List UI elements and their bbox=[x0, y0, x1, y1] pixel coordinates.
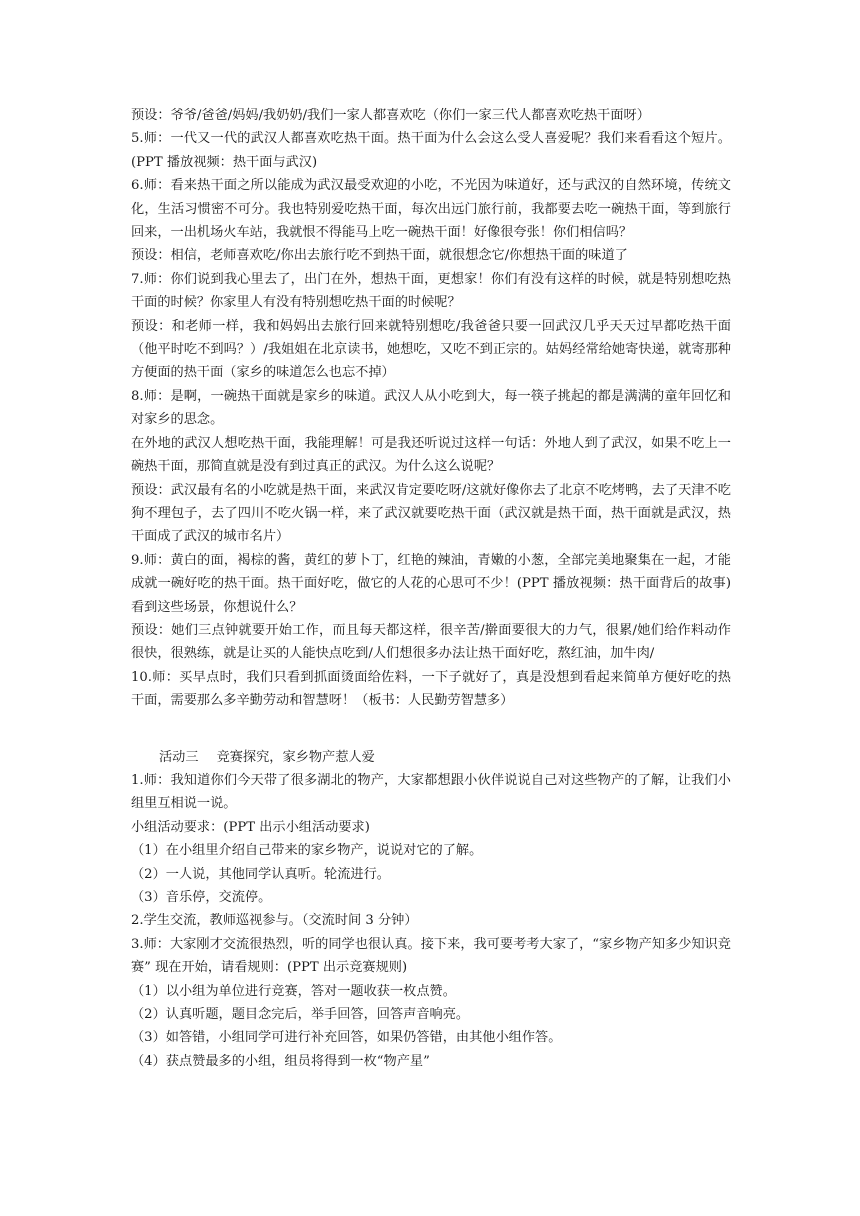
paragraph-preset-2: 预设：相信，老师喜欢吃/你出去旅行吃不到热干面，就很想念它/你想热干面的味道了 bbox=[131, 248, 628, 264]
paragraph-preset-5: 预设：她们三点钟就要开始工作，而且每天都这样，很辛苦/擀面要很大的力气，很累/她们给作料动作很快，很熟练，就是让买的人能快点吃到/人们想很多办法让热干面好吃，熬红油，加牛肉/ bbox=[131, 622, 731, 662]
paragraph-activity-3: 3.师：大家刚才交流很热烈，听的同学也很认真。接下来，我可要考考大家了，“家乡物产知多少知识竞赛” 现在开始，请看规则：(PPT 出示竞赛规则) bbox=[131, 936, 731, 976]
list-item-rule-2: （2）认真听题，题目念完后，举手回答，回答声音响亮。 bbox=[131, 1007, 470, 1023]
paragraph-teacher-9: 9.师：黄白的面，褐棕的酱，黄红的萝卜丁，红艳的辣油，青嫩的小葱，全部完美地聚集在一起，才能成就一碗好吃的热干面。热干面好吃，做它的人花的心思可不少！(PPT 播放视频：热干面背后的故事)看到这些场景，你想说什么？ bbox=[131, 552, 731, 615]
paragraph-activity-2: 2.学生交流，教师巡视参与。（交流时间 3 分钟） bbox=[131, 913, 418, 929]
document-page bbox=[131, 104, 731, 1073]
list-item-requirement-3: （3）音乐停，交流停。 bbox=[131, 890, 272, 905]
list-item-rule-1: （1）以小组为单位进行竞赛，答对一题收获一枚点赞。 bbox=[131, 983, 456, 999]
paragraph-teacher-10: 10.师：买早点时，我们只看到抓面烫面给佐料，一下子就好了，真是没想到看起来简单方便好吃的热干面，需要那么多辛勤劳动和智慧呀！（板书：人民勤劳智慧多） bbox=[131, 669, 731, 709]
section-gap bbox=[131, 713, 731, 746]
list-item-requirement-1: （1）在小组里介绍自己带来的家乡物产，说说对它的了解。 bbox=[131, 843, 483, 859]
paragraph-teacher-8b: 在外地的武汉人想吃热干面，我能理解！可是我还听说过这样一句话：外地人到了武汉，如果不吃上一碗热干面，那简直就是没有到过真正的武汉。为什么这么说呢？ bbox=[131, 435, 731, 475]
list-item-rule-3: （3）如答错，小组同学可进行补充回答，如果仍答错，由其他小组作答。 bbox=[131, 1030, 562, 1046]
paragraph-teacher-7: 7.师：你们说到我心里去了，出门在外，想热干面，更想家！你们有没有这样的时候，就是特别想吃热干面的时候？你家里人有没有特别想吃热干面的时候呢？ bbox=[131, 271, 731, 311]
paragraph-group-requirement: 小组活动要求：(PPT 出示小组活动要求) bbox=[131, 819, 370, 835]
paragraph-teacher-6: 6.师：看来热干面之所以能成为武汉最受欢迎的小吃，不光因为味道好，还与武汉的自然环境，传统文化，生活习惯密不可分。我也特别爱吃热干面，每次出远门旅行前，我都要去吃一碗热干面，等到旅行回来，一出机场火车站，我就恨不得能马上吃一碗热干面！好像很夸张！你们相信吗？ bbox=[131, 178, 731, 241]
paragraph-preset-3: 预设：和老师一样，我和妈妈出去旅行回来就特别想吃/我爸爸只要一回武汉几乎天天过早都吃热干面（他平时吃不到吗？）/我姐姐在北京读书，她想吃，又吃不到正宗的。姑妈经常给她寄快递，就寄那种方便面的热干面（家乡的味道怎么也忘不掉） bbox=[131, 318, 731, 381]
list-item-requirement-2: （2）一人说，其他同学认真听。轮流进行。 bbox=[131, 866, 390, 882]
section-heading-label: 活动三 bbox=[159, 749, 199, 765]
paragraph-activity-1: 1.师：我知道你们今天带了很多湖北的物产，大家都想跟小伙伴说说自己对这些物产的了解，让我们小组里互相说一说。 bbox=[131, 772, 731, 812]
list-item-rule-4: （4）获点赞最多的小组，组员将得到一枚“物产星” bbox=[131, 1053, 430, 1069]
paragraph-teacher-8: 8.师：是啊，一碗热干面就是家乡的味道。武汉人从小吃到大，每一筷子挑起的都是满满的童年回忆和对家乡的思念。 bbox=[131, 388, 731, 428]
section-heading-title: 竞赛探究，家乡物产惹人爱 bbox=[216, 749, 375, 765]
paragraph-preset-1: 预设：爷爷/爸爸/妈妈/我奶奶/我们一家人都喜欢吃（你们一家三代人都喜欢吃热干面呀） bbox=[131, 108, 650, 123]
paragraph-teacher-5: 5.师：一代又一代的武汉人都喜欢吃热干面。热干面为什么会这么受人喜爱呢？我们来看看这个短片。(PPT 播放视频：热干面与武汉) bbox=[131, 131, 731, 170]
section-heading bbox=[131, 746, 731, 769]
paragraph-preset-4: 预设：武汉最有名的小吃就是热干面，来武汉肯定要吃呀/这就好像你去了北京不吃烤鸭，去了天津不吃狗不理包子，去了四川不吃火锅一样，来了武汉就要吃热干面（武汉就是热干面，热干面就是武汉，热干面成了武汉的城市名片） bbox=[131, 482, 731, 545]
